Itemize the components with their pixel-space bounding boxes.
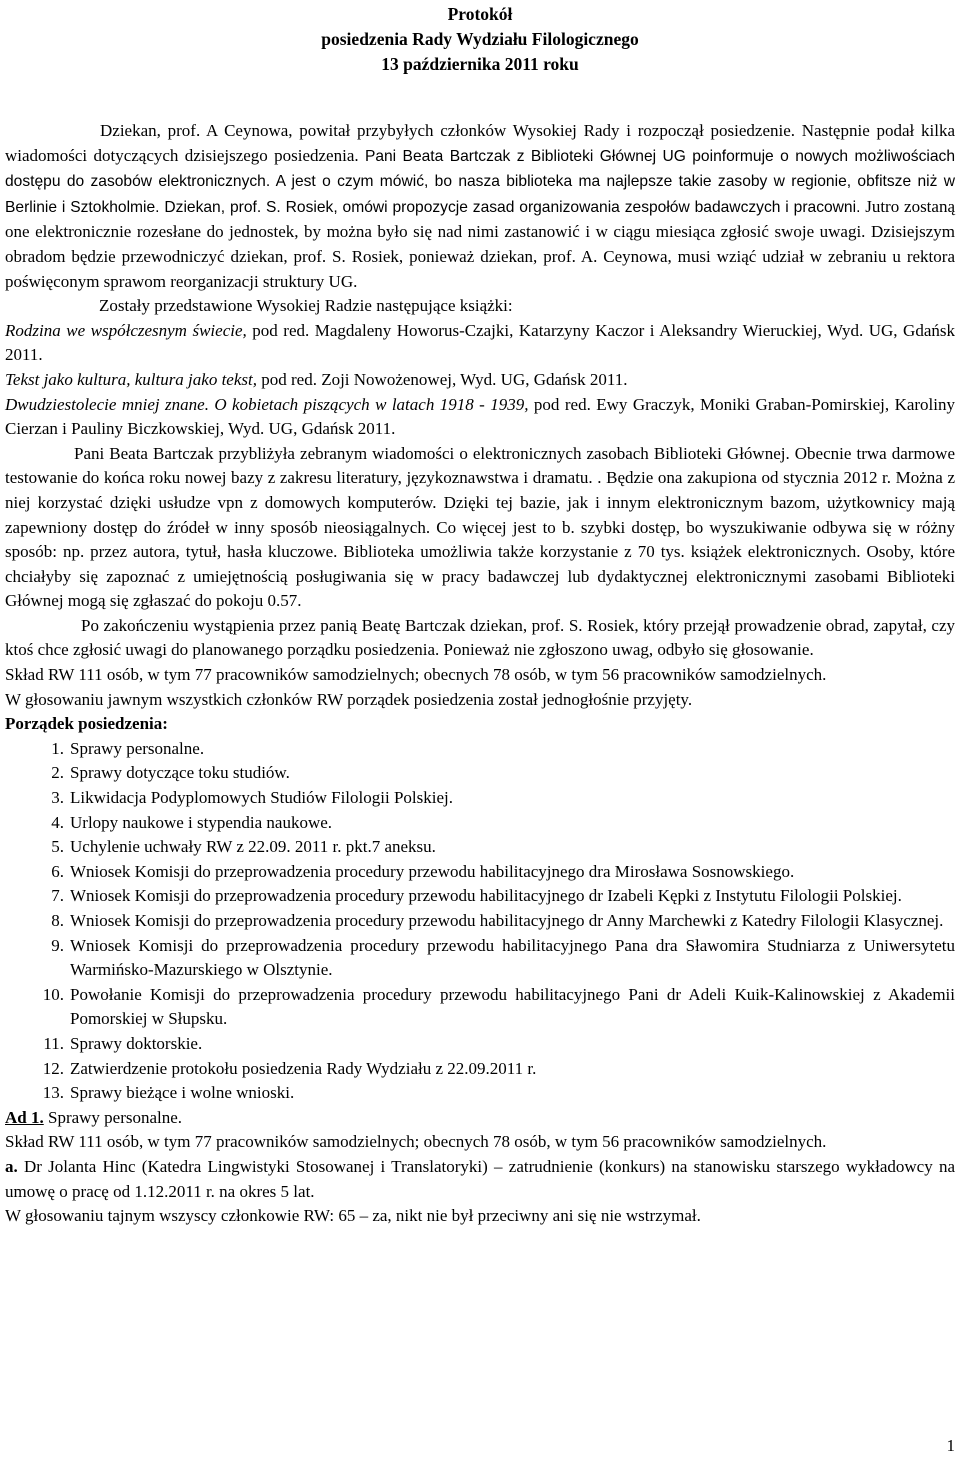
agenda-item-number: 13.	[42, 1083, 64, 1103]
agenda-item-text: Uchylenie uchwały RW z 22.09. 2011 r. pkt.7 aneksu.	[70, 837, 436, 857]
agenda-item-text: Wniosek Komisji do przeprowadzenia procedury przewodu habilitacyjnego Pana dra Sławomira Studniarza z Uniwersytetu Warmińsko-Mazurskiego w Olsztynie.	[70, 935, 955, 980]
agenda-item-text: Wniosek Komisji do przeprowadzenia procedury przewodu habilitacyjnego dr Anny Marchewki z Katedry Filologii Klasycznej.	[70, 911, 944, 930]
agenda-item	[5, 934, 955, 983]
agenda-vote-result: W głosowaniu jawnym wszystkich członków RW porządek posiedzenia został jednogłośnie przyjęty.	[5, 689, 693, 709]
document-title	[5, 2, 955, 77]
document-page	[5, 0, 955, 1229]
book-details-1: pod red. Magdaleny Howorus-Czajki, Katarzyny Kaczor i Aleksandry Wieruckiej, Wyd. UG, Gdańsk 2011.	[5, 320, 955, 365]
agenda-list	[5, 737, 955, 1106]
ad1-item-a	[5, 1155, 955, 1204]
agenda-item	[5, 884, 955, 909]
ad1-composition: Skład RW 111 osób, w tym 77 pracowników samodzielnych; obecnych 78 osób, w tym 56 pracowników samodzielnych.	[5, 1132, 827, 1152]
agenda-item	[5, 761, 955, 786]
agenda-item-number: 12.	[42, 1058, 64, 1078]
agenda-item-number: 4.	[51, 812, 64, 832]
agenda-item	[5, 860, 955, 885]
ad1-label: Ad 1.	[5, 1107, 44, 1127]
ad1-item-a-text: Dr Jolanta Hinc (Katedra Lingwistyki Stosowanej i Translatoryki) – zatrudnienie (konkurs) na stanowisku starszego wykładowcy na umowę o pracę od 1.12.2011 r. na okres 5 lat.	[5, 1156, 955, 1201]
agenda-item-text: Wniosek Komisji do przeprowadzenia procedury przewodu habilitacyjnego dra Mirosława Sosnowskiego.	[70, 861, 795, 881]
agenda-item-number: 3.	[51, 788, 64, 808]
agenda-item-number: 9.	[51, 935, 64, 955]
after-presentation-paragraph: Po zakończeniu wystąpienia przez panią Beatę Bartczak dziekan, prof. S. Rosiek, który przejął prowadzenie obrad, zapytał, czy ktoś chce zgłosić uwagi do planowanego porządku posiedzenia. Ponieważ nie zgłoszono uwag, odbyło się głosowanie.	[5, 615, 955, 660]
council-composition: Skład RW 111 osób, w tym 77 pracowników samodzielnych; obecnych 78 osób, w tym 56 pracowników samodzielnych.	[5, 665, 827, 685]
page-number: 1	[946, 1436, 955, 1455]
agenda-item	[5, 811, 955, 836]
agenda-item	[5, 1081, 955, 1106]
agenda-item-number: 2.	[51, 763, 64, 783]
book-title-3: Dwudziestolecie mniej znane. O kobietach piszących w latach 1918 - 1939,	[5, 394, 529, 414]
library-paragraph: Pani Beata Bartczak przybliżyła zebranym wiadomości o elektronicznych zasobach Biblioteki Głównej. Obecnie trwa darmowe testowanie do końca roku nowej bazy z zakresu literatury, językoznawstwa i dramatu. . Będzie ona zakupiona od stycznia 2012 r. Można z niej korzystać dzięki usłudze vpn z domowych komputerów. Dzięki tej bazie, jak i innym elektronicznym bazom, użytkownicy mają zapewniony dostęp do źródeł w inny sposób nieosiągalnych. Co więcej jest to b. szybki dostęp, bo wyszukiwanie odbywa się w różny sposób: np. przez autora, tytuł, hasła kluczowe. Biblioteka umożliwia także korzystanie z 70 tys. książek elektronicznych. Osoby, które chciałyby się zapoznać z umiejętnością posługiwania się w pracy badawczej lub dydaktycznej elektronicznymi zasobami Biblioteki Głównej mogą się zgłaszać do pokoju 0.57.	[5, 443, 955, 611]
agenda-item-text: Zatwierdzenie protokołu posiedzenia Rady Wydziału z 22.09.2011 r.	[70, 1058, 537, 1078]
opening-sans-text: Pani Beata Bartczak z Biblioteki Głównej UG poinformuje o nowych możliwościach dostępu do zasobów elektronicznych. A jest o czym mówić, bo nasza biblioteka ma najlepsze takie zasoby w regionie, obfitsze niż w Berlinie i Sztokholmie. Dziekan, prof. S. Rosiek, omówi propozycje zasad organizowania zespołów badawczych i pracowni.	[5, 147, 955, 216]
agenda-item-number: 5.	[51, 837, 64, 857]
agenda-item	[5, 1032, 955, 1057]
book-title-2: Tekst jako kultura, kultura jako tekst,	[5, 369, 257, 389]
agenda-item-text: Sprawy dotyczące toku studiów.	[70, 763, 290, 783]
book-title-1: Rodzina we współczesnym świecie,	[5, 320, 247, 340]
opening-text: Dziekan, prof. A Ceynowa, powitał przybyłych członków Wysokiej Rady i rozpoczął posiedzenie. Następnie podał kilka wiadomości dotyczących dzisiejszego posiedzenia.	[5, 121, 955, 165]
agenda-item	[5, 737, 955, 762]
title-line-meeting: posiedzenia Rady Wydziału Filologicznego	[321, 29, 639, 49]
book-details-2: pod red. Zoji Nowożenowej, Wyd. UG, Gdańsk 2011.	[256, 369, 628, 389]
agenda-item	[5, 909, 955, 934]
agenda-item	[5, 835, 955, 860]
agenda-item-text: Likwidacja Podyplomowych Studiów Filologii Polskiej.	[70, 788, 453, 808]
title-line-protocol: Protokół	[447, 4, 513, 24]
opening-paragraph	[5, 119, 955, 294]
opening-tail-text: Jutro zostaną one elektronicznie rozesłane do jednostek, by można było się nad nimi zastanowić i w ciągu miesiąca zgłosić swoje uwagi. Dzisiejszym obradom będzie przewodniczyć dziekan, prof. S. Rosiek, ponieważ dziekan, prof. A. Ceynowa, musi wziąć udział w zebraniu u rektora poświęconym sprawom reorganizacji struktury UG.	[5, 196, 955, 291]
agenda-item-number: 8.	[51, 911, 64, 930]
agenda-item	[5, 1057, 955, 1082]
agenda-item-number: 10.	[42, 984, 64, 1004]
ad1-item-a-label: a.	[5, 1156, 18, 1176]
book-details-3: pod red. Ewy Graczyk, Moniki Graban-Pomirskiej, Karoliny Cierzan i Pauliny Biczkowskiej, Wyd. UG, Gdańsk 2011.	[5, 394, 956, 439]
ad1-title: Sprawy personalne.	[43, 1107, 183, 1127]
agenda-item-number: 6.	[51, 861, 64, 881]
agenda-item-text: Sprawy personalne.	[70, 738, 205, 758]
agenda-item-number: 11.	[43, 1033, 64, 1053]
ad1-vote-result: W głosowaniu tajnym wszyscy członkowie RW: 65 – za, nikt nie był przeciwny ani się nie wstrzymał.	[5, 1206, 701, 1226]
agenda-item-number: 7.	[51, 886, 64, 906]
agenda-item-text: Sprawy bieżące i wolne wnioski.	[70, 1083, 295, 1103]
agenda-item-text: Powołanie Komisji do przeprowadzenia procedury przewodu habilitacyjnego Pani dr Adeli Kuik-Kalinowskiej z Akademii Pomorskiej w Słupsku.	[70, 984, 955, 1029]
agenda-item	[5, 983, 955, 1032]
agenda-item-text: Urlopy naukowe i stypendia naukowe.	[70, 812, 333, 832]
agenda-item-text: Sprawy doktorskie.	[70, 1033, 203, 1053]
agenda-heading: Porządek posiedzenia:	[5, 714, 168, 734]
title-line-date: 13 października 2011 roku	[381, 54, 579, 74]
agenda-item-text: Wniosek Komisji do przeprowadzenia procedury przewodu habilitacyjnego dr Izabeli Kępki z Instytutu Filologii Polskiej.	[70, 886, 902, 906]
book-entry-1	[5, 319, 955, 368]
books-intro: Zostały przedstawione Wysokiej Radzie następujące książki:	[99, 296, 513, 316]
book-entry-2	[5, 368, 955, 393]
agenda-item-number: 1.	[51, 738, 64, 758]
agenda-item	[5, 786, 955, 811]
ad1-heading	[5, 1106, 955, 1131]
book-entry-3	[5, 393, 955, 442]
